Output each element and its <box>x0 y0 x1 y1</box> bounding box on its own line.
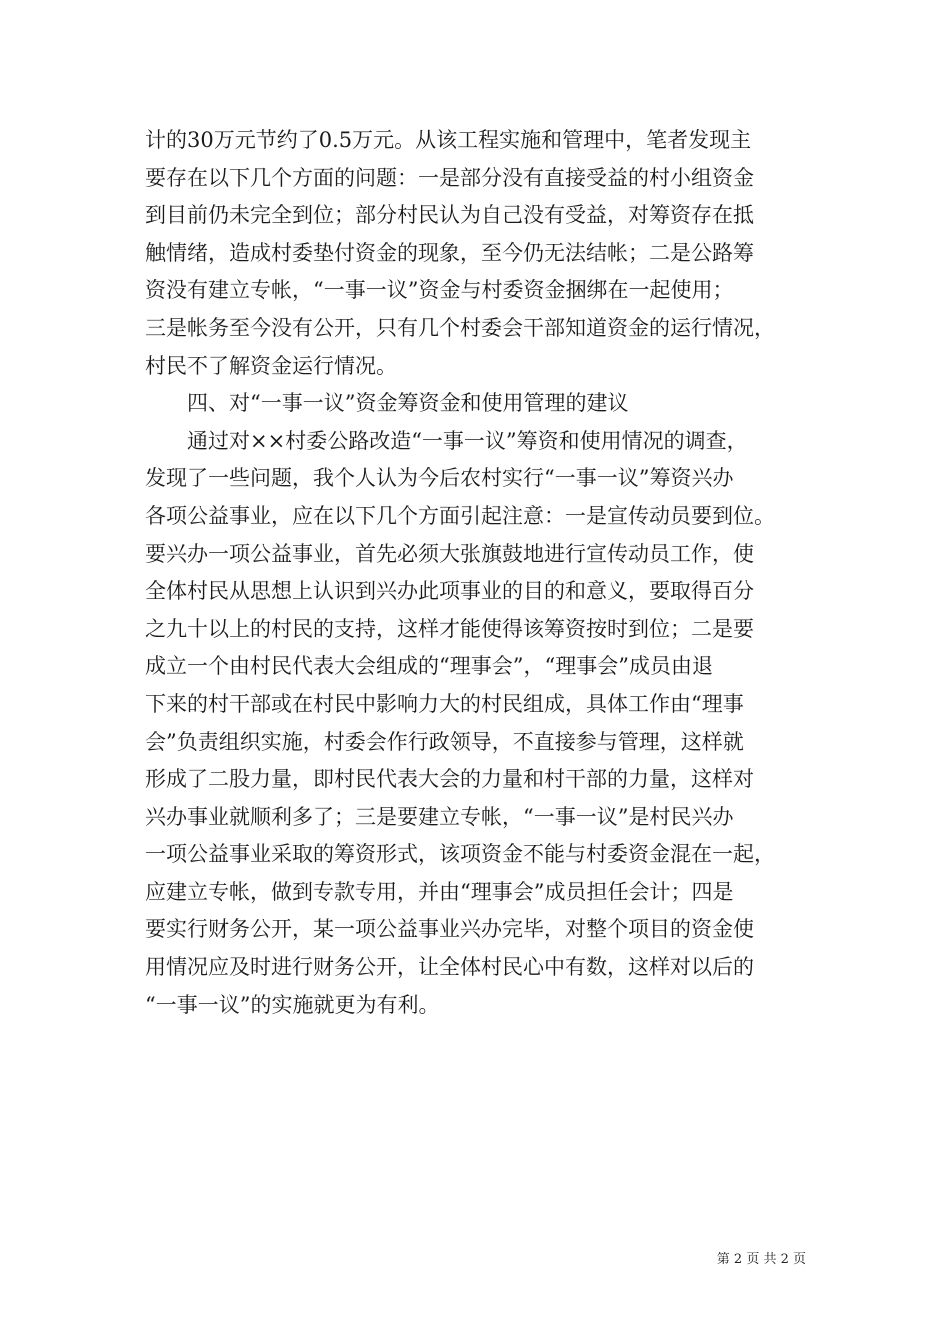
body-text <box>145 122 821 1024</box>
text-line: 到目前仍未完全到位；部分村民认为自己没有受益，对筹资存在抵 <box>145 203 754 228</box>
text-line: 要存在以下几个方面的问题：一是部分没有直接受益的村小组资金 <box>145 165 754 190</box>
text-line: 下来的村干部或在村民中影响力大的村民组成，具体工作由“理事 <box>145 691 744 716</box>
text-line: 之九十以上的村民的支持，这样才能使得该筹资按时到位；二是要 <box>145 616 754 641</box>
page-number-footer: 第 2 页 共 2 页 <box>716 1252 806 1267</box>
text-line: 一项公益事业采取的筹资形式，该项资金不能与村委资金混在一起， <box>145 842 775 867</box>
text-line: 会”负责组织实施，村委会作行政领导，不直接参与管理，这样就 <box>145 729 744 754</box>
text-line: 形成了二股力量，即村民代表大会的力量和村干部的力量，这样对 <box>145 767 754 792</box>
text-line: 触情绪，造成村委垫付资金的现象，至今仍无法结帐；二是公路筹 <box>145 240 754 265</box>
text-line: 各项公益事业，应在以下几个方面引起注意：一是宣传动员要到位。 <box>145 503 775 528</box>
text-line: 计的30万元节约了0.5万元。从该工程实施和管理中，笔者发现主 <box>145 128 752 152</box>
text-line: 三是帐务至今没有公开，只有几个村委会干部知道资金的运行情况， <box>145 315 775 340</box>
text-line: “一事一议”的实施就更为有利。 <box>145 992 440 1017</box>
text-line: 发现了一些问题，我个人认为今后农村实行“一事一议”筹资兴办 <box>145 466 734 491</box>
text-line: 通过对××村委公路改造“一事一议”筹资和使用情况的调查， <box>187 428 748 453</box>
text-line: 应建立专帐，做到专款专用，并由“理事会”成员担任会计；四是 <box>145 879 734 904</box>
text-line: 兴办事业就顺利多了；三是要建立专帐，“一事一议”是村民兴办 <box>145 804 734 829</box>
text-line: 要实行财务公开，某一项公益事业兴办完毕，对整个项目的资金使 <box>145 917 754 942</box>
text-line: 全体村民从思想上认识到兴办此项事业的目的和意义，要取得百分 <box>145 579 754 604</box>
text-line: 资没有建立专帐，“一事一议”资金与村委资金捆绑在一起使用； <box>145 278 734 303</box>
text-line: 要兴办一项公益事业，首先必须大张旗鼓地进行宣传动员工作，使 <box>145 541 754 566</box>
text-line: 村民不了解资金运行情况。 <box>145 353 397 378</box>
text-line: 用情况应及时进行财务公开，让全体村民心中有数，这样对以后的 <box>145 955 754 980</box>
section-heading: 四、对“一事一议”资金筹资金和使用管理的建议 <box>187 391 629 416</box>
text-line: 成立一个由村民代表大会组成的“理事会”，“理事会”成员由退 <box>145 654 713 679</box>
